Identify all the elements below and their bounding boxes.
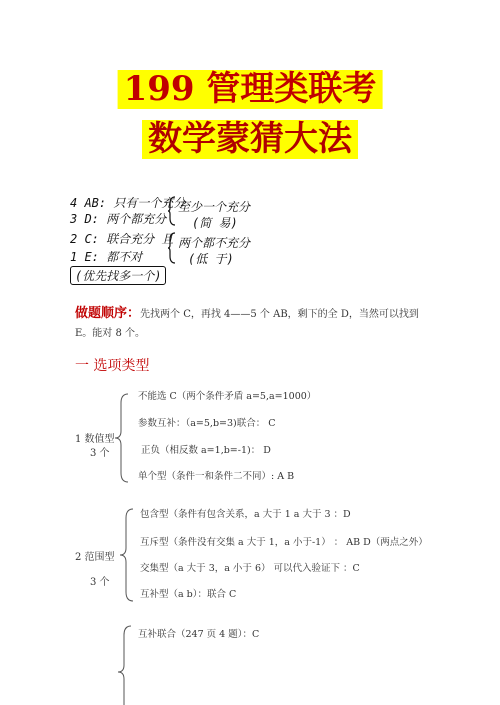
solving-order-paragraph xyxy=(75,304,430,343)
group3-item-1: 互补联合（247 页 4 题）：C xyxy=(138,629,260,640)
handwritten-brace-top xyxy=(168,196,176,226)
handwritten-row-3: 2 C: 联合充分 且 xyxy=(70,232,174,246)
handwritten-row-1: 4 AB: 只有一个充分 xyxy=(70,196,186,210)
group1-item-2: 参数互补：（a=5,b=3)联合： C xyxy=(138,418,276,429)
handwritten-side-bottom: 两个都不充分 xyxy=(178,236,251,250)
handwritten-row-2: 3 D: 两个都充分 xyxy=(70,212,167,226)
group2-item-1: 包含型（条件有包含关系，a 大于 1 a 大于 3 ：D xyxy=(140,509,351,520)
group2-label: 2 范围型 xyxy=(75,552,115,563)
group1-item-3: 正负（相反数 a=1,b=-1)： D xyxy=(141,445,271,456)
section-heading: 一 选项类型 xyxy=(75,358,150,374)
group3-brace xyxy=(118,625,132,705)
handwritten-side-bottom-sub: (低 于) xyxy=(188,252,234,266)
solving-order-text: 先找两个 C，再找 4——5 个 AB，剩下的全 D，当然可以找到 E。能对 8 个。 xyxy=(75,309,419,339)
handwritten-row-4: 1 E: 都不对 xyxy=(70,250,143,264)
handwritten-side-top: 至少一个充分 xyxy=(178,200,251,214)
document-title-line2: 数学蒙猜大法 xyxy=(142,120,358,159)
group2-count: 3 个 xyxy=(90,577,110,588)
document-title-line1: 199 管理类联考 xyxy=(118,70,383,109)
handwritten-note-image xyxy=(70,192,252,284)
group2-item-3: 交集型（a 大于 3，a 小于 6） 可以代入验证下 ：C xyxy=(140,563,360,574)
group2-brace xyxy=(120,508,134,602)
group1-item-1: 不能选 C（两个条件矛盾 a=5,a=1000） xyxy=(138,391,317,402)
handwritten-bottom-note: (优先找多一个) xyxy=(70,266,166,285)
group1-count: 3 个 xyxy=(90,448,110,459)
handwritten-side-top-sub: (简 易) xyxy=(192,216,238,230)
solving-order-label: 做题顺序： xyxy=(75,306,141,321)
group2-item-4: 互补型（a b）：联合 C xyxy=(140,589,237,600)
group1-brace xyxy=(115,393,129,483)
handwritten-brace-bottom xyxy=(168,232,176,264)
group2-item-2: 互斥型（条件没有交集 a 大于 1，a 小于-1） ： AB D（两点之外） xyxy=(140,537,428,548)
group1-label: 1 数值型 xyxy=(75,434,115,445)
group1-item-4: 单个型（条件一和条件二不同）: A B xyxy=(138,471,295,482)
